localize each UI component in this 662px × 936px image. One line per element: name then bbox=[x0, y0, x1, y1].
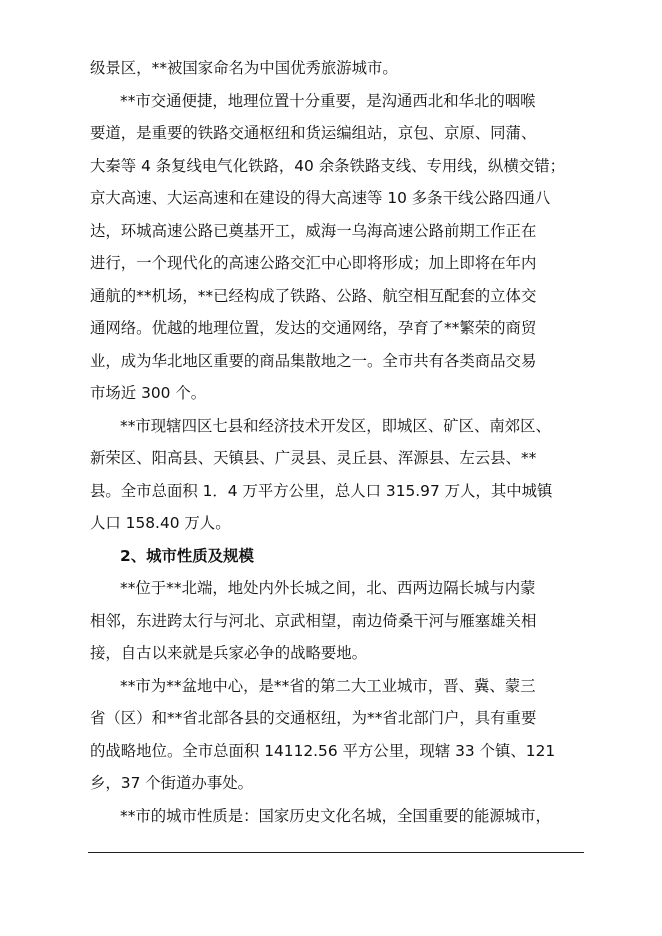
paragraph-first-line: **市的城市性质是：国家历史文化名城，全国重要的能源城市， bbox=[120, 806, 551, 825]
text-line: 县。全市总面积 1．4 万平方公里，总人口 315.97 万人，其中城镇 bbox=[90, 481, 553, 500]
text-line: 通网络。优越的地理位置，发达的交通网络，孕育了**繁荣的商贸 bbox=[90, 319, 537, 337]
text-line: 业，成为华北地区重要的商品集散地之一。全市共有各类商品交易 bbox=[90, 351, 537, 370]
text-line: 的战略地位。全市总面积 14112.56 平方公里，现辖 33 个镇、121 bbox=[90, 741, 556, 760]
text-line: 京大高速、大运高速和在建设的得大高速等 10 多条干线公路四通八 bbox=[90, 189, 551, 207]
text-line: 人口 158.40 万人。 bbox=[90, 514, 231, 532]
section-heading: 2、城市性质及规模 bbox=[120, 546, 254, 565]
text-line: 新荣区、阳高县、天镇县、广灵县、灵丘县、浑源县、左云县、** bbox=[90, 449, 537, 467]
text-line: 进行，一个现代化的高速公路交汇中心即将形成；加上即将在年内 bbox=[90, 254, 537, 272]
document-body bbox=[90, 52, 586, 832]
text-line: 相邻，东进跨太行与河北、京武相望，南边倚桑干河与雁塞雄关相 bbox=[90, 611, 537, 630]
text-line: 大秦等 4 条复线电气化铁路，40 余条铁路支线、专用线，纵横交错； bbox=[90, 156, 565, 175]
text-line: 级景区，**被国家命名为中国优秀旅游城市。 bbox=[90, 59, 398, 77]
paragraph-first-line: **市为**盆地中心，是**省的第二大工业城市，晋、冀、蒙三 bbox=[120, 676, 536, 695]
text-line: 省（区）和**省北部各县的交通枢纽，为**省北部门户，具有重要 bbox=[90, 709, 537, 727]
text-line: 接，自古以来就是兵家必争的战略要地。 bbox=[90, 644, 368, 662]
text-line: 乡，37 个街道办事处。 bbox=[90, 774, 253, 792]
text-line: 要道，是重要的铁路交通枢纽和货运编组站，京包、京原、同蒲、 bbox=[90, 124, 537, 142]
paragraph-first-line: **市交通便捷，地理位置十分重要，是沟通西北和华北的咽喉 bbox=[120, 91, 536, 110]
paragraph-first-line: **市现辖四区七县和经济技术开发区，即城区、矿区、南郊区、 bbox=[120, 416, 551, 435]
text-line: 达，环城高速公路已奠基开工，威海一乌海高速公路前期工作正在 bbox=[90, 221, 537, 240]
footer-divider bbox=[88, 852, 584, 853]
paragraph-first-line: **位于**北端，地处内外长城之间，北、西两边隔长城与内蒙 bbox=[120, 579, 536, 597]
text-line: 通航的**机场，**已经构成了铁路、公路、航空相互配套的立体交 bbox=[90, 286, 537, 305]
text-line: 市场近 300 个。 bbox=[90, 384, 207, 402]
